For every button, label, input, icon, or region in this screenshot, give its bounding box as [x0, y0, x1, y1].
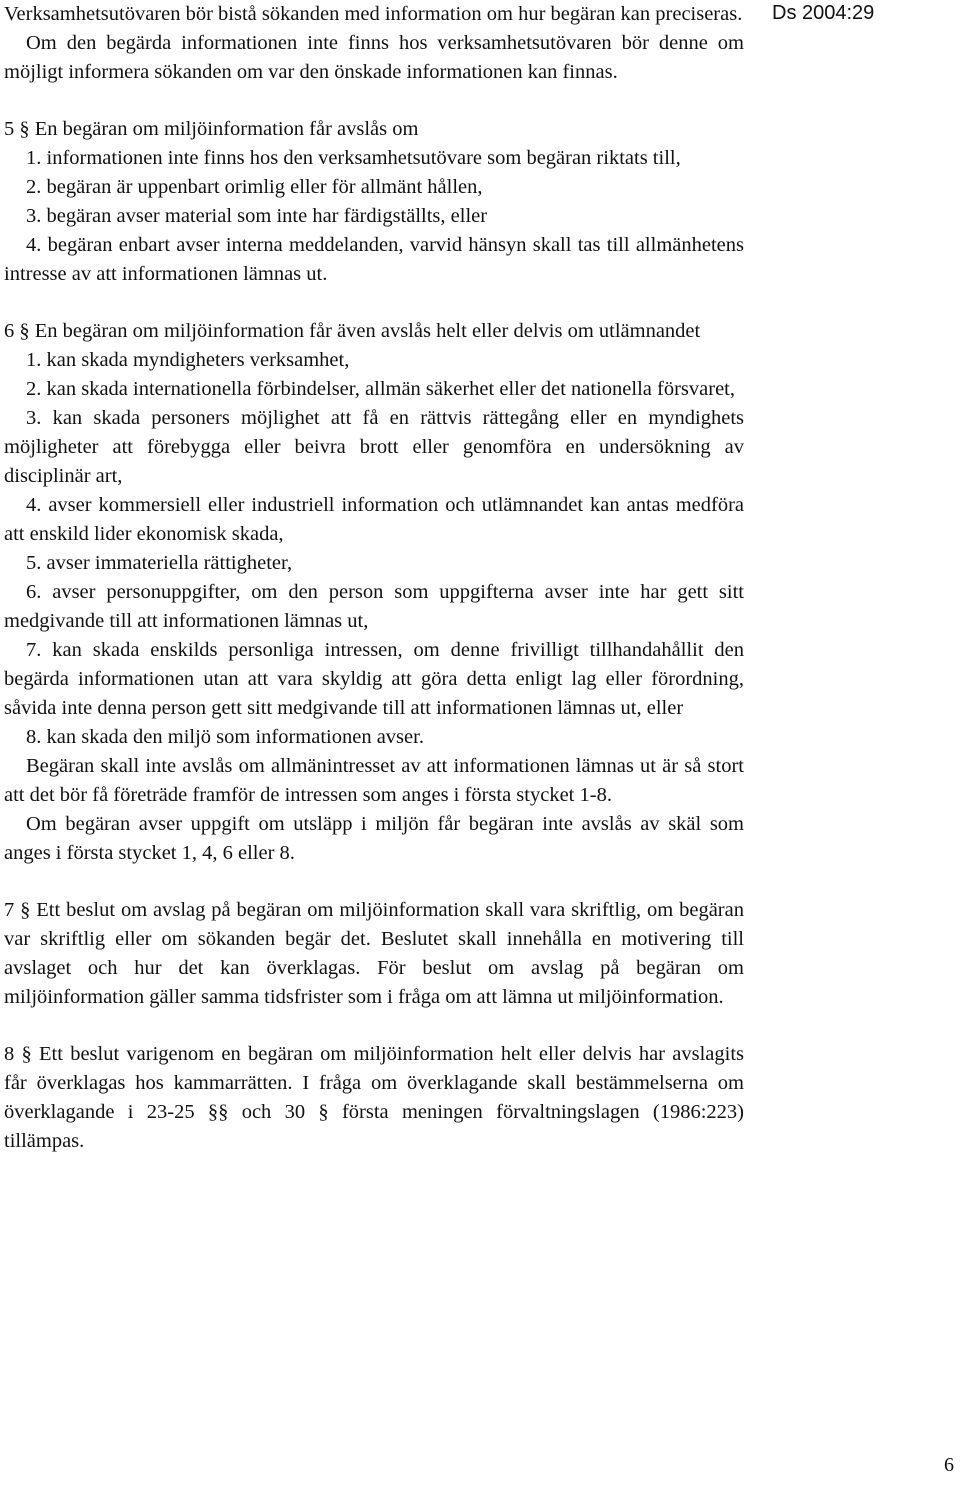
list-item: 7. kan skada enskilds personliga intressen, om denne frivilligt tillhandahållit den begärda informationen utan att vara skyldig att göra detta enligt lag eller förordning, såvida inte denna person gett sitt medgivande till att informationen lämnas ut, eller: [4, 639, 744, 719]
list-item: 1. informationen inte finns hos den verksamhetsutövare som begäran riktats till,: [26, 147, 681, 169]
section-heading-6: 6 § En begäran om miljöinformation får även avslås helt eller delvis om utlämnandet: [4, 320, 701, 342]
document-reference: Ds 2004:29: [772, 2, 875, 24]
paragraph: Verksamhetsutövaren bör bistå sökanden med information om hur begäran kan preciseras.: [4, 3, 743, 25]
section-paragraph-7: 7 § Ett beslut om avslag på begäran om miljöinformation skall vara skriftlig, om begäran var skriftlig eller om sökanden begär det. Beslutet skall innehålla en motivering till avslaget och hur det kan överklagas. För beslut om avslag på begäran om miljöinformation gäller samma tidsfrister som i fråga om att lämna ut miljöinformation.: [4, 899, 744, 1008]
paragraph: Om den begärda informationen inte finns hos verksamhetsutövaren bör denne om möjligt informera sökanden om var den önskade informationen kan finnas.: [4, 32, 744, 83]
list-item: 2. begäran är uppenbart orimlig eller för allmänt hållen,: [26, 176, 483, 198]
list-item: 3. kan skada personers möjlighet att få en rättvis rättegång eller en myndighets möjligheter att förebygga eller beivra brott eller genomföra en undersökning av disciplinär art,: [4, 407, 744, 487]
paragraph: Begäran skall inte avslås om allmänintresset av att informationen lämnas ut är så stort att det bör få företräde framför de intressen som anges i första stycket 1-8.: [4, 755, 744, 806]
list-item: 8. kan skada den miljö som informationen avser.: [26, 726, 424, 748]
list-item: 6. avser personuppgifter, om den person som uppgifterna avser inte har gett sitt medgivande till att informationen lämnas ut,: [4, 581, 744, 632]
body-text: [4, 0, 744, 1156]
section-paragraph-8: 8 § Ett beslut varigenom en begäran om miljöinformation helt eller delvis har avslagits får överklagas hos kammarrätten. I fråga om överklagande skall bestämmelserna om överklagande i 23-25 §§ och 30 § första meningen förvaltningslagen (1986:223) tillämpas.: [4, 1043, 744, 1152]
page-number: 6: [944, 1454, 954, 1476]
list-item: 4. avser kommersiell eller industriell information och utlämnandet kan antas medföra att enskild lider ekonomisk skada,: [4, 494, 744, 545]
list-item: 4. begäran enbart avser interna meddelanden, varvid hänsyn skall tas till allmänhetens intresse av att informationen lämnas ut.: [4, 234, 744, 285]
list-item: 2. kan skada internationella förbindelser, allmän säkerhet eller det nationella försvaret,: [26, 378, 735, 400]
paragraph: Om begäran avser uppgift om utsläpp i miljön får begäran inte avslås av skäl som anges i första stycket 1, 4, 6 eller 8.: [4, 813, 744, 864]
list-item: 3. begäran avser material som inte har färdigställts, eller: [26, 205, 488, 227]
section-heading-5: 5 § En begäran om miljöinformation får avslås om: [4, 118, 419, 140]
list-item: 5. avser immateriella rättigheter,: [26, 552, 293, 574]
list-item: 1. kan skada myndigheters verksamhet,: [26, 349, 350, 371]
